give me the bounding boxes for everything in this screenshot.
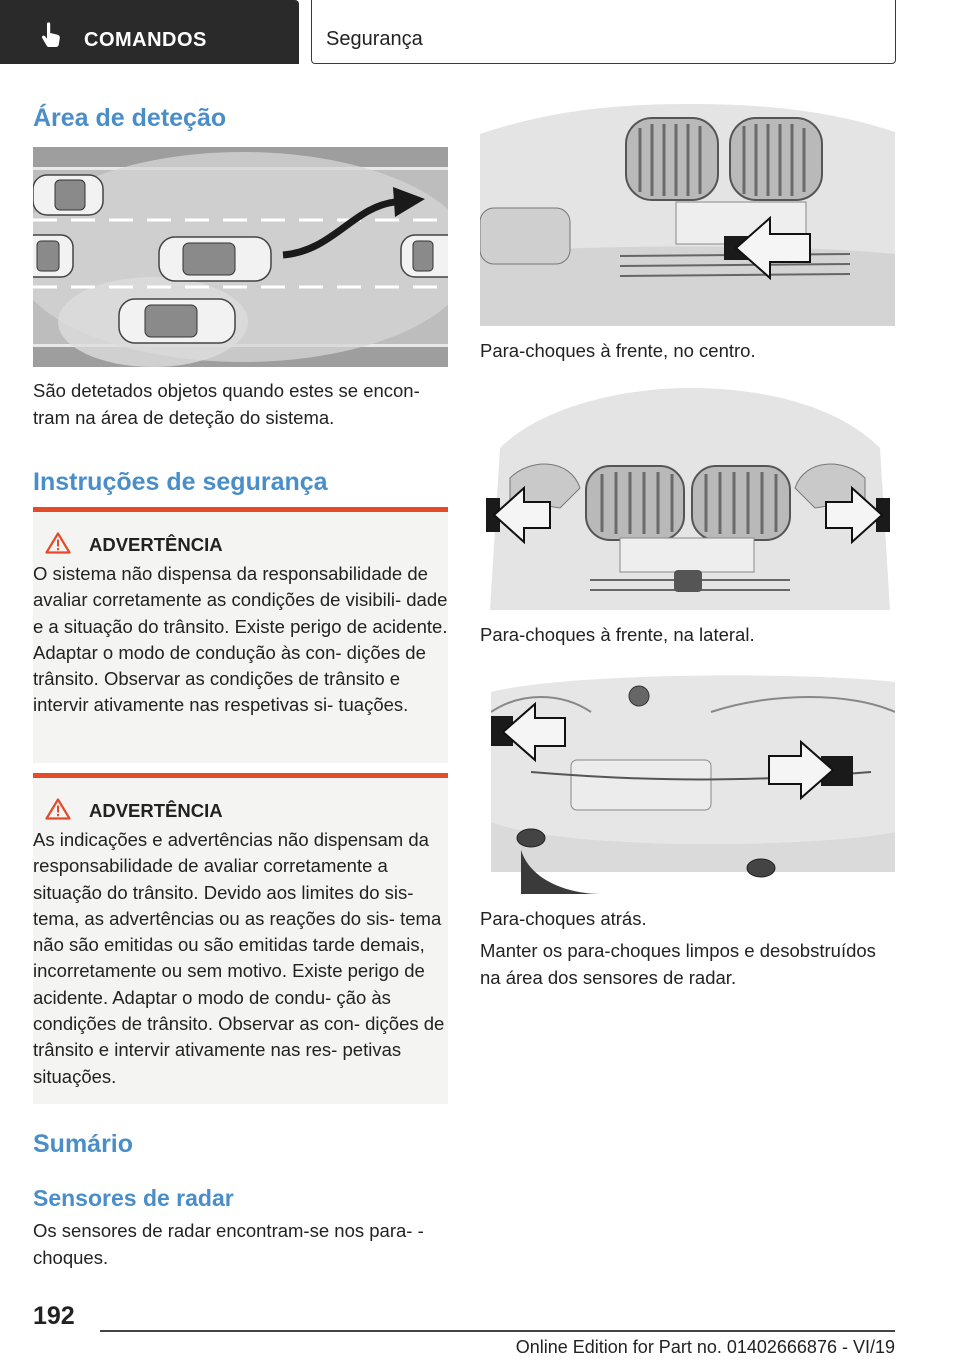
warning-triangle-icon	[45, 798, 71, 820]
warning-box-1	[33, 507, 448, 763]
header-tab	[0, 0, 299, 64]
front-bumper-side-figure	[480, 388, 895, 610]
area-description: São detetados objetos quando estes se encon‐ tram na área de deteção do sistema.	[33, 380, 420, 428]
radar-title: Sensores de radar	[33, 1185, 234, 1211]
rear-bumper-figure	[491, 672, 895, 894]
car-bottom-icon	[119, 299, 235, 343]
warning-text: O sistema não dispensa da responsabilidade de avaliar corretamente as condições de visibili‐ dade e a situação do trânsito. Existe perigo de acidente. Adaptar o modo de condução às con‐ dições de trânsito. Observar as condições de trânsito e intervir ativamente nas respetivas si‐ tuações.	[33, 563, 448, 716]
warning-triangle-icon	[45, 532, 71, 554]
area-title: Área de deteção	[33, 104, 227, 132]
header-section-label: Segurança	[326, 28, 423, 50]
caption-rear: Para-choques atrás.	[480, 908, 647, 929]
car-mid-left-icon	[33, 235, 73, 277]
caption-front-center: Para-choques à frente, no centro.	[480, 340, 756, 361]
car-right-icon	[401, 235, 448, 277]
summary-title: Sumário	[33, 1130, 134, 1158]
header-tab-label: COMANDOS	[84, 29, 207, 51]
radar-description: Os sensores de radar encontram-se nos para‐ -choques.	[33, 1220, 424, 1268]
warning-title: ADVERTÊNCIA	[89, 534, 223, 555]
footer-divider	[100, 1330, 895, 1332]
hand-pointer-icon	[40, 22, 64, 48]
warning-text: As indicações e advertências não dispensam da responsabilidade de avaliar corretamente a situação do trânsito. Devido aos limites do sis‐ tema, as advertências ou as reações do sis‐ tema não são emitidas ou são emitidas tarde demais, incorretamente ou sem motivo. Existe perigo de acidente. Adaptar o modo de condu‐ ção às condições de trânsito. Observar as con‐ dições de trânsito e intervir ativamente nas res‐ petivas situações.	[33, 829, 445, 1087]
closing-text: Manter os para-choques limpos e desobstruídos na área dos sensores de radar.	[480, 940, 876, 988]
car-top-left-icon	[33, 175, 103, 215]
header-section-box	[311, 0, 896, 64]
safety-title: Instruções de segurança	[33, 468, 328, 496]
detection-area-diagram	[33, 147, 448, 367]
caption-front-side: Para-choques à frente, na lateral.	[480, 624, 755, 645]
warning-box-2	[33, 773, 448, 1104]
front-bumper-center-figure	[480, 104, 895, 326]
car-own-icon	[159, 237, 271, 281]
warning-title: ADVERTÊNCIA	[89, 800, 223, 821]
page-number: 192	[33, 1302, 75, 1330]
footer-edition: Online Edition for Part no. 01402666876 - VI/19	[515, 1337, 895, 1357]
